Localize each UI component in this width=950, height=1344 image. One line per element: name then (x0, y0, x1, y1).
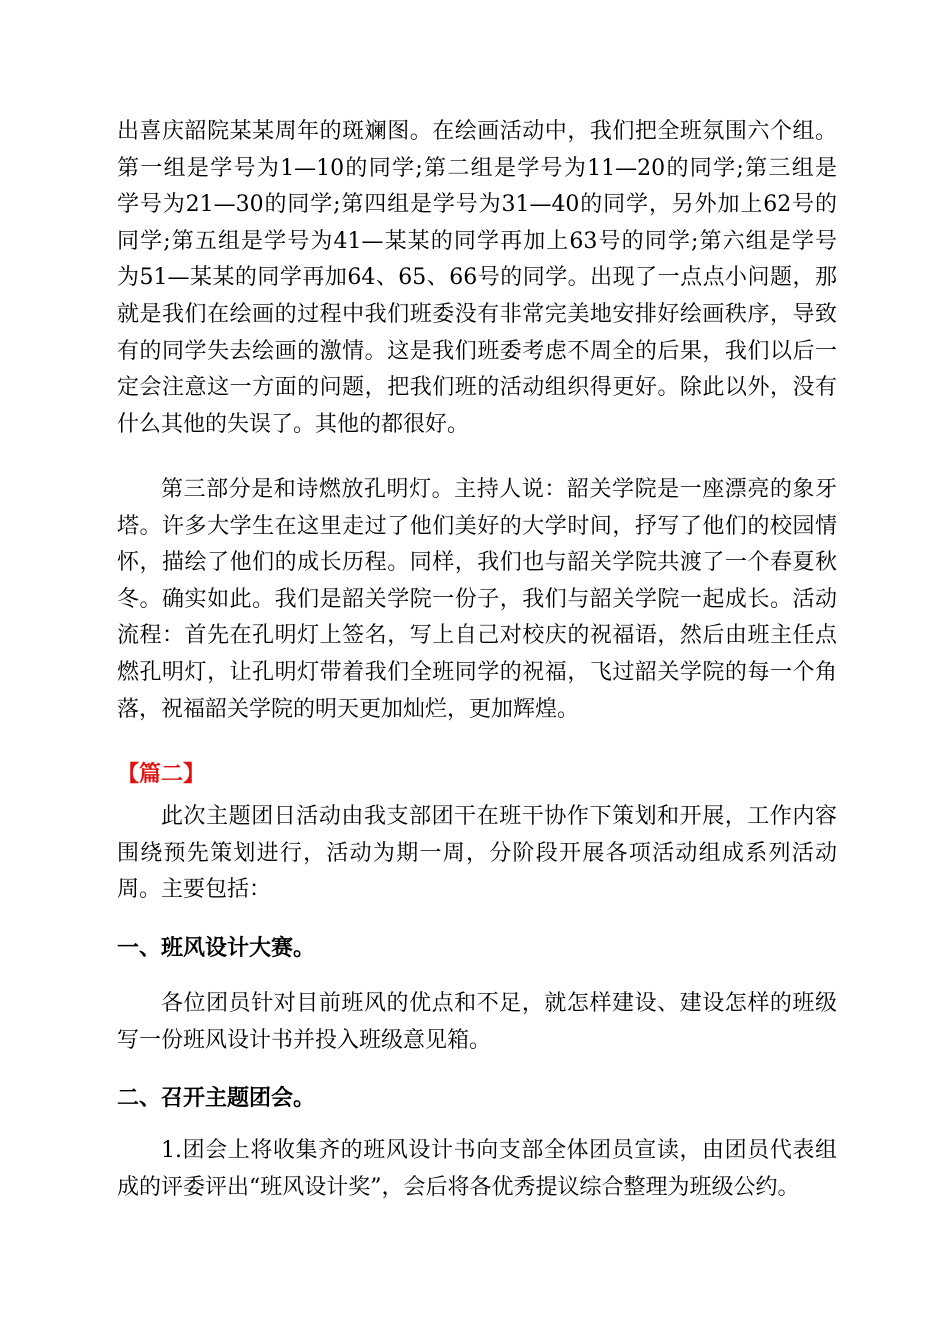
paragraph-lantern-activity (117, 472, 837, 728)
text-line: 有的同学失去绘画的激情。这是我们班委考虑不周全的后果，我们以后一 (117, 338, 837, 364)
text-line: 周。主要包括： (117, 877, 272, 903)
text-line: 什么其他的失误了。其他的都很好。 (117, 411, 470, 437)
text-line: 塔。许多大学生在这里走过了他们美好的大学时间，抒写了他们的校园情 (117, 513, 837, 539)
text-line: 落，祝福韶关学院的明天更加灿烂，更加辉煌。 (117, 696, 580, 722)
text-line: 出喜庆韶院某某周年的斑斓图。在绘画活动中，我们把全班氛围六个组。 (117, 119, 837, 144)
text-line: 怀，描绘了他们的成长历程。同样，我们也与韶关学院共渡了一个春夏秋 (117, 550, 837, 576)
heading-theme-meeting: 二、召开主题团会。 (117, 1086, 316, 1111)
text-line: 围绕预先策划进行，活动为期一周，分阶段开展各项活动组成系列活动 (117, 840, 837, 866)
text-line: 流程：首先在孔明灯上签名，写上自己对校庆的祝福语，然后由班主任点 (117, 623, 837, 649)
text-line: 同学;第五组是学号为41—某某的同学再加上63号的同学;第六组是学号 (117, 228, 837, 254)
text-line: 1.团会上将收集齐的班风设计书向支部全体团员宣读，由团员代表组 (161, 1138, 837, 1163)
text-line: 第三部分是和诗燃放孔明灯。主持人说：韶关学院是一座漂亮的象牙 (161, 477, 837, 502)
text-line: 燃孔明灯，让孔明灯带着我们全班同学的祝福，飞过韶关学院的每一个角 (117, 659, 837, 685)
paragraph-drawing-activity (117, 114, 837, 443)
paragraph-class-style-contest (117, 986, 837, 1059)
paragraph-intro-part-two (117, 799, 837, 909)
paragraph-theme-meeting (117, 1133, 837, 1206)
text-line: 写一份班风设计书并投入班级意见箱。 (117, 1027, 492, 1053)
section-tag-part-two: 【篇二】 (117, 761, 206, 787)
text-line: 为51—某某的同学再加64、65、66号的同学。出现了一点点小问题，那 (117, 265, 837, 291)
text-line: 此次主题团日活动由我支部团干在班干协作下策划和开展，工作内容 (161, 804, 837, 829)
text-line: 各位团员针对目前班风的优点和不足，就怎样建设、建设怎样的班级 (161, 991, 837, 1016)
text-line: 定会注意这一方面的问题，把我们班的活动组织得更好。除此以外，没有 (117, 375, 837, 401)
text-line: 第一组是学号为1—10的同学;第二组是学号为11—20的同学;第三组是 (117, 155, 837, 181)
text-line: 就是我们在绘画的过程中我们班委没有非常完美地安排好绘画秩序，导致 (117, 301, 837, 327)
heading-class-style-contest: 一、班风设计大赛。 (117, 936, 316, 961)
text-line: 成的评委评出“班风设计奖”，会后将各优秀提议综合整理为班级公约。 (117, 1174, 800, 1200)
text-line: 冬。确实如此。我们是韶关学院一份子，我们与韶关学院一起成长。活动 (117, 586, 837, 612)
text-line: 学号为21—30的同学;第四组是学号为31—40的同学，另外加上62号的 (117, 192, 837, 218)
